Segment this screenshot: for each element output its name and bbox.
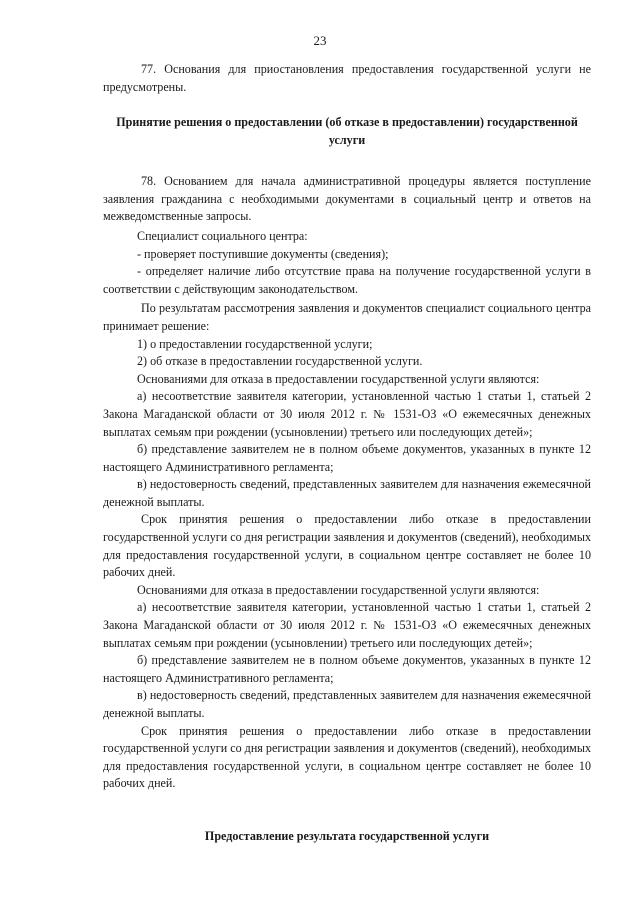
spacer: [103, 96, 591, 113]
paragraph-specialist: Специалист социального центра:: [137, 228, 308, 243]
paragraph-results-intro: По результатам рассмотрения заявления и документов специалист социального центра принимает решение:: [103, 301, 591, 333]
spacer: [103, 149, 591, 173]
paragraph-decision-term: Срок принятия решения о предоставлении либо отказе в предоставлении государственной услуги со дня регистрации заявления и документов (сведений), необходимых для предоставления государственной услуги, в социальном центре составляет не более 10 рабочих дней.: [103, 512, 591, 580]
section-heading-decision: Принятие решения о предоставлении (об отказе в предоставлении) государственной услуги: [116, 115, 578, 148]
list-item-refusal-b: б) представление заявителем не в полном объеме документов, указанных в пункте 12 настоящего Административного регламента;: [103, 653, 591, 685]
list-item-refusal-v: в) недостоверность сведений, представленных заявителем для назначения ежемесячной денежной выплаты.: [103, 688, 591, 720]
list-item-determines-right: - определяет наличие либо отсутствие права на получение государственной услуги в соответствии с действующим законодательством.: [103, 264, 591, 296]
page-number: 23: [313, 33, 327, 48]
list-item-refusal-a: а) несоответствие заявителя категории, установленной частью 1 статьи 1, статьей 2 Закона Магаданской области от 30 июля 2012 г. № 1531-ОЗ «О ежемесячных денежных выплатах семьям при рождении (усыновлении) третьего или последующих детей»;: [103, 600, 591, 650]
list-item-refusal-a: а) несоответствие заявителя категории, установленной частью 1 статьи 1, статьей 2 Закона Магаданской области от 30 июля 2012 г. № 1531-ОЗ «О ежемесячных денежных выплатах семьям при рождении (усыновлении) третьего или последующих детей»;: [103, 389, 591, 439]
list-item-refusal-b: б) представление заявителем не в полном объеме документов, указанных в пункте 12 настоящего Административного регламента;: [103, 442, 591, 474]
document-body: [103, 61, 591, 845]
paragraph-78: 78. Основанием для начала административной процедуры является поступление заявления гражданина с необходимыми документами в социальный центр и ответов на межведомственные запросы.: [103, 174, 591, 224]
paragraph-refusal-intro: Основаниями для отказа в предоставлении государственной услуги являются:: [137, 582, 540, 597]
section-heading-result: Предоставление результата государственной услуги: [204, 828, 490, 843]
list-item-decision-2: 2) об отказе в предоставлении государственной услуги.: [137, 354, 423, 369]
list-item-decision-1: 1) о предоставлении государственной услуги;: [137, 336, 373, 351]
list-item-refusal-v: в) недостоверность сведений, представленных заявителем для назначения ежемесячной денежной выплаты.: [103, 477, 591, 509]
list-item-checks-docs: - проверяет поступившие документы (сведения);: [137, 246, 389, 261]
paragraph-decision-term: Срок принятия решения о предоставлении либо отказе в предоставлении государственной услуги со дня регистрации заявления и документов (сведений), необходимых для предоставления государственной услуги, в социальном центре составляет не более 10 рабочих дней.: [103, 723, 591, 791]
paragraph-refusal-intro: Основаниями для отказа в предоставлении государственной услуги являются:: [137, 371, 540, 386]
paragraph-77: 77. Основания для приостановления предоставления государственной услуги не предусмотрены.: [103, 62, 591, 94]
spacer: [103, 793, 591, 827]
